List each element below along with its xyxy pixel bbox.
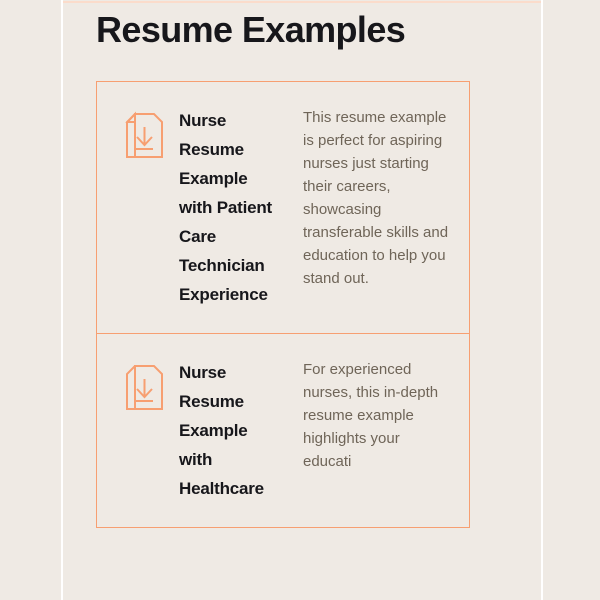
page-title: Resume Examples xyxy=(96,9,406,50)
card-title: Nurse Resume Example with Patient Care Technician Experience xyxy=(179,111,272,304)
document-download-icon xyxy=(123,358,167,414)
card-title: Nurse Resume Example with Healthcare xyxy=(179,363,264,498)
card-description: This resume example is perfect for aspiring nurses just starting their careers, showcasing transferable skills and education to help you stand out. xyxy=(303,109,449,287)
resume-example-list xyxy=(96,81,470,528)
card-description: For experienced nurses, this in-depth resume example highlights your educati xyxy=(303,361,439,470)
right-gutter-divider xyxy=(541,0,543,600)
document-download-icon xyxy=(123,106,167,162)
list-item[interactable] xyxy=(96,333,470,528)
content-column xyxy=(63,0,541,600)
list-item[interactable] xyxy=(96,81,470,333)
